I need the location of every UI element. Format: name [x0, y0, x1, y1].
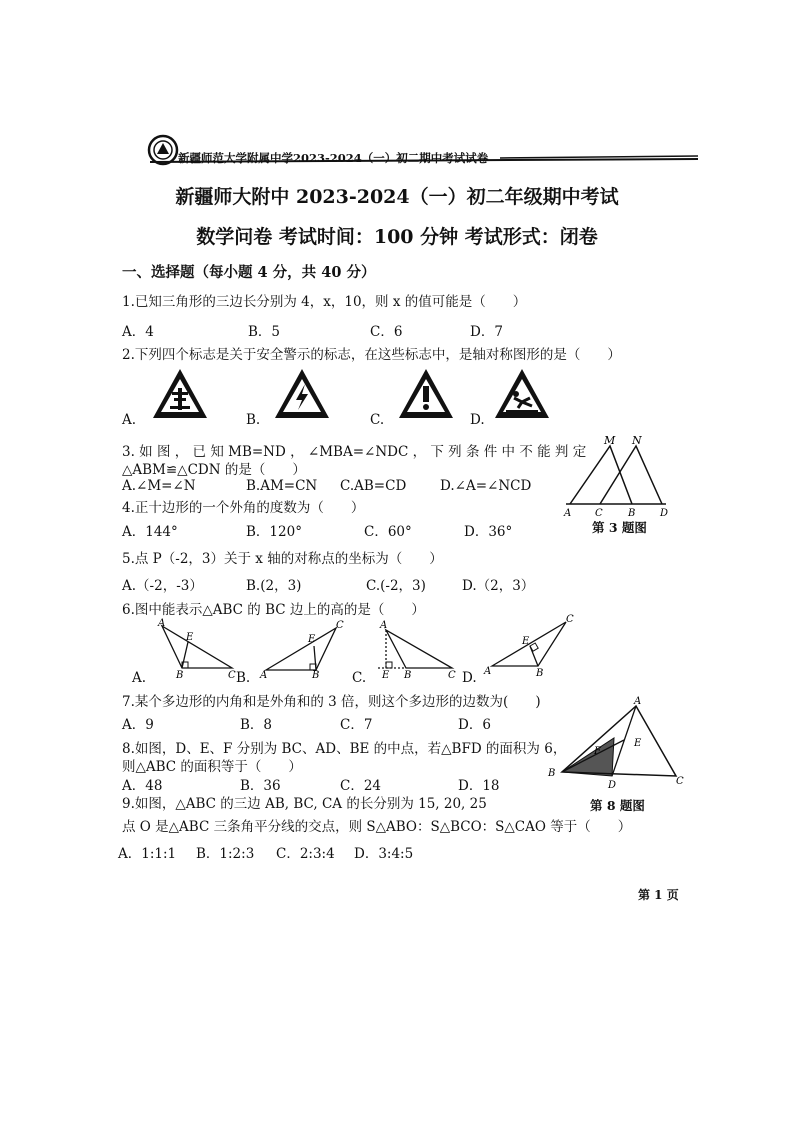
question-1: 1.已知三角形的三边长分别为 4，x，10，则 x 的值可能是（ ） — [122, 294, 527, 310]
warning-sign-a-icon — [150, 366, 210, 422]
question-9-line2: 点 O 是△ABC 三条角平分线的交点，则 S△ABO：S△BCO：S△CAO 等于（ ） — [122, 819, 632, 835]
q2-option-d: D. — [470, 412, 485, 428]
q4-option-a: A．144° — [122, 524, 178, 540]
q7-option-a: A．9 — [122, 717, 154, 733]
question-2: 2.下列四个标志是关于安全警示的标志，在这些标志中，是轴对称图形的是（ ） — [122, 347, 621, 363]
q2-option-a: A. — [122, 412, 137, 428]
q8-option-b: B．36 — [240, 778, 281, 794]
question-8-line1: 8.如图，D、E、F 分别为 BC、AD、BE 的中点，若△BFD 的面积为 6， — [122, 741, 567, 757]
q6d-label-b: B — [536, 668, 544, 676]
q3-option-d: D.∠A=∠NCD — [440, 478, 532, 494]
q1-option-b: B．5 — [248, 324, 281, 340]
q2-option-c: C. — [370, 412, 385, 428]
q3-label-c: C — [595, 508, 603, 517]
page-number: 第 1 页 — [638, 888, 679, 902]
q2-option-b: B. — [246, 412, 261, 428]
q3-label-a: A — [564, 508, 572, 517]
q9-option-d: D．3:4:5 — [354, 846, 414, 862]
q6c-label-c: C — [448, 670, 456, 678]
q8-label-e: E — [634, 738, 642, 749]
q8-label-c: C — [676, 776, 684, 787]
q3-option-c: C.AB=CD — [340, 478, 407, 494]
q8-label-f: F — [594, 746, 601, 757]
q6a-label-a: A — [158, 618, 166, 629]
question-9-line1: 9.如图，△ABC 的三边 AB, BC, CA 的长分别为 15, 20, 25 — [122, 796, 487, 812]
q6b-label-b: B — [312, 670, 320, 678]
q1-option-a: A．4 — [122, 324, 154, 340]
q7-option-c: C．7 — [340, 717, 373, 733]
q6c-label-e: E — [382, 670, 390, 678]
question-4: 4.正十边形的一个外角的度数为（ ） — [122, 500, 365, 516]
q3-label-b: B — [628, 508, 636, 517]
q8-option-d: D．18 — [458, 778, 500, 794]
q6b-label-a: A — [260, 670, 268, 678]
q5-option-d: D.（2，3） — [462, 578, 535, 594]
q9-option-c: C．2:3:4 — [276, 846, 335, 862]
q4-option-b: B．120° — [246, 524, 302, 540]
exclamation-warning-sign-icon — [396, 366, 456, 422]
q6c-label-a: A — [380, 620, 388, 631]
q6a-label-e: E — [186, 632, 194, 643]
q6-figure-c — [372, 618, 462, 678]
q5-option-a: A.（-2，-3） — [122, 578, 203, 594]
q6-option-c: C. — [352, 670, 367, 686]
q3-option-a: A.∠M=∠N — [122, 478, 196, 494]
q4-option-c: C．60° — [364, 524, 412, 540]
q6c-label-b: B — [404, 670, 412, 678]
q3-label-d: D — [660, 508, 669, 517]
q6-figure-d — [480, 610, 580, 676]
q1-option-c: C．6 — [370, 324, 403, 340]
q8-label-b: B — [548, 768, 556, 779]
electric-warning-sign-icon — [272, 366, 332, 422]
q8-option-a: A．48 — [122, 778, 163, 794]
q6b-label-c: C — [336, 620, 344, 631]
q5-option-c: C.(-2，3) — [366, 578, 426, 594]
q3-figure — [560, 432, 680, 517]
q6d-label-e: E — [522, 636, 530, 647]
question-6: 6.图中能表示△ABC 的 BC 边上的高的是（ ） — [122, 602, 425, 618]
q8-figure — [546, 696, 696, 792]
q6-figure-a — [150, 618, 240, 678]
question-8-line2: 则△ABC 的面积等于（ ） — [122, 759, 302, 775]
q1-option-d: D．7 — [470, 324, 503, 340]
q7-option-b: B．8 — [240, 717, 273, 733]
q6-option-d: D. — [462, 670, 477, 686]
question-3-line2: △ABM≌△CDN 的是（ ） — [122, 462, 306, 478]
q6d-label-a: A — [484, 666, 492, 676]
slip-warning-sign-icon — [492, 366, 552, 422]
section-heading: 一、选择题（每小题 4 分，共 40 分） — [122, 264, 376, 281]
q8-label-d: D — [608, 780, 617, 791]
q9-option-a: A．1:1:1 — [118, 846, 177, 862]
q6-option-a: A. — [132, 670, 147, 686]
q3-label-m: M — [604, 434, 616, 447]
question-7: 7.某个多边形的内角和是外角和的 3 倍，则这个多边形的边数为( ) — [122, 694, 541, 710]
q6a-label-b: B — [176, 670, 184, 678]
q9-option-b: B．1:2:3 — [196, 846, 255, 862]
q6a-label-c: C — [228, 670, 236, 678]
exam-subtitle: 数学问卷 考试时间：100 分钟 考试形式：闭卷 — [196, 226, 598, 248]
q8-option-c: C．24 — [340, 778, 382, 794]
question-3-line1: 3. 如 图 ， 已 知 MB=ND ， ∠MBA=∠NDC ， 下 列 条 件 中 不 能 判 定 — [122, 444, 587, 460]
q3-option-b: B.AM=CN — [246, 478, 318, 494]
q4-option-d: D．36° — [464, 524, 513, 540]
exam-title: 新疆师大附中 2023-2024（一）初二年级期中考试 — [175, 186, 619, 208]
school-header: 新疆师范大学附属中学2023-2024（一）初二期中考试试卷 — [178, 151, 489, 165]
q8-label-a: A — [634, 696, 642, 707]
question-5: 5.点 P（-2，3）关于 x 轴的对称点的坐标为（ ） — [122, 551, 443, 567]
q6b-label-e: E — [308, 634, 316, 645]
q7-option-d: D．6 — [458, 717, 491, 733]
q6-figure-b — [256, 618, 346, 678]
q6d-label-c: C — [566, 614, 574, 625]
q3-label-n: N — [632, 434, 642, 447]
q6-option-b: B. — [236, 670, 251, 686]
q8-caption: 第 8 题图 — [590, 798, 645, 813]
q5-option-b: B.(2，3) — [246, 578, 302, 594]
q3-caption: 第 3 题图 — [592, 520, 647, 535]
